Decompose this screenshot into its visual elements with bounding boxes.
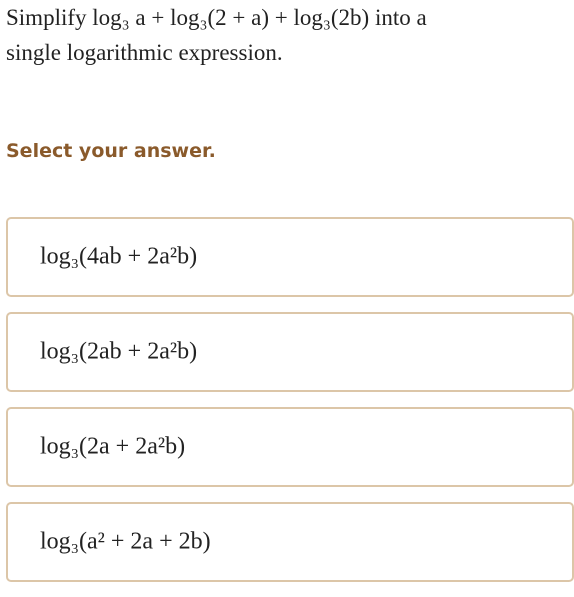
answer-option-label: log₃(2a + 2a²b) — [40, 433, 186, 460]
answer-option-4[interactable] — [6, 502, 574, 582]
question-line-1: Simplify log₃ a + log₃(2 + a) + log₃(2b) into a — [6, 5, 427, 30]
answer-option-1[interactable] — [6, 217, 574, 297]
answer-option-label: log₃(2ab + 2a²b) — [40, 338, 198, 365]
question-line-2: single logarithmic expression. — [6, 40, 283, 65]
answer-options — [6, 217, 574, 597]
select-answer-prompt: Select your answer. — [6, 140, 216, 162]
answer-option-3[interactable] — [6, 407, 574, 487]
question-text — [6, 0, 566, 70]
answer-option-label: log₃(a² + 2a + 2b) — [40, 528, 211, 555]
answer-option-label: log₃(4ab + 2a²b) — [40, 243, 198, 270]
answer-option-2[interactable] — [6, 312, 574, 392]
